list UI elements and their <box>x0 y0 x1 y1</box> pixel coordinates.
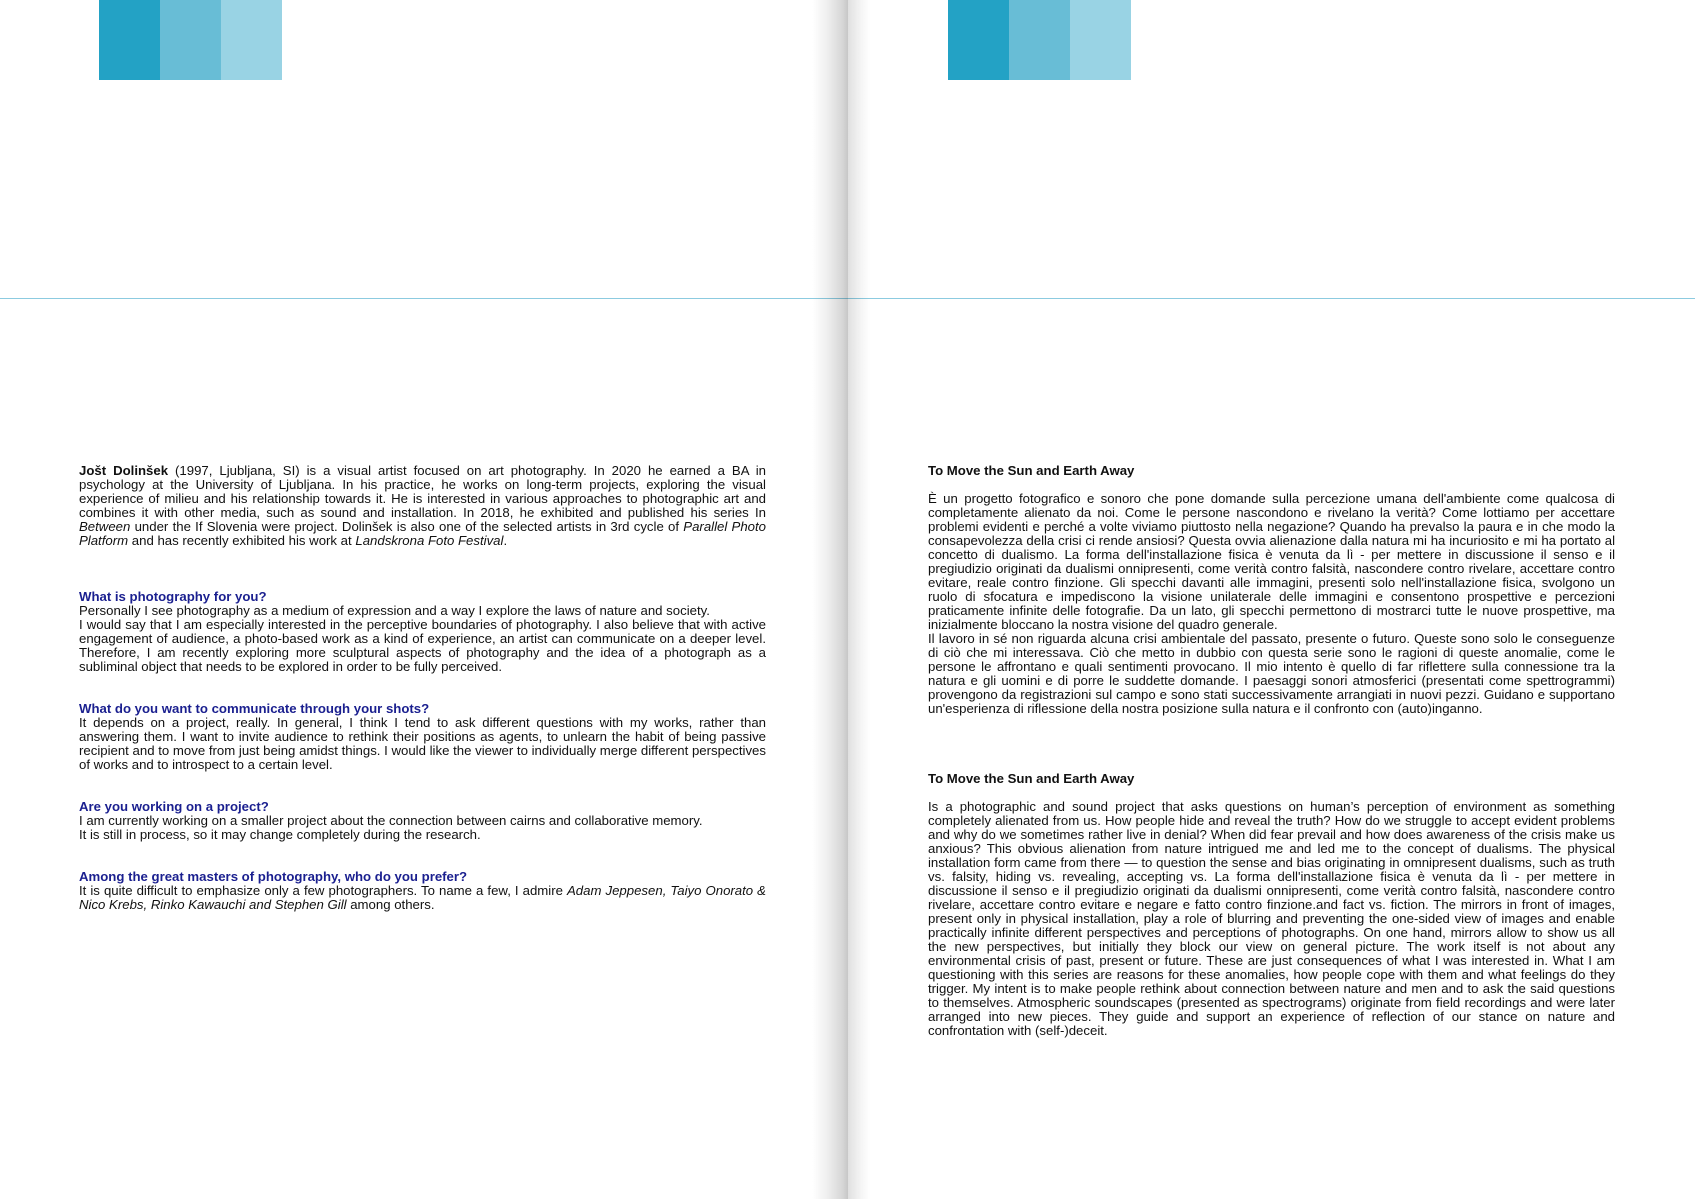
interview-answer: It depends on a project, really. In general, I think I tend to ask different questions with my works, rather than answering them. I want to invite audience to rethink their positions as agents, to unlearn the habit of being passive recipient and to move from just being amidst things. I would like the viewer to individually merge different perspectives of works and to introspect to a certain level. <box>79 715 766 772</box>
swatch-light <box>221 0 282 80</box>
interview-question: Among the great masters of photography, who do you prefer? <box>79 869 468 884</box>
qa-section <box>79 590 766 674</box>
swatch-light <box>1070 0 1131 80</box>
interview-question: Are you working on a project? <box>79 799 269 814</box>
qa-section <box>79 870 766 912</box>
project-text-english: Is a photographic and sound project that asks questions on human’s perception of environment as something completely alienated from us. How people hide and reveal the truth? How do we struggle to accept evident problems and why do we sometimes rather live in denial? When did fear prevail and how does awareness of the crisis make us anxious? This obvious alienation from nature intrigued me and led me to the concept of dualisms. The physical installation form came from there — to question the sense and bias originating in omnipresent dualisms, such as truth vs. falsity, hiding vs. revealing, accepting vs. La forma dell'installazione fisica è venuta da lì - per mettere in discussione il senso e il pregiudizio originati da dualismi onnipresenti, come verità contro falsità, nascondere contro rivelare, accettare contro evitare e negare e fatto contro finzione.and fact vs. fiction. The mirrors in front of images, present only in physical installation, play a role of blurring and preventing the one-sided view of images and enable practically infinite different perspectives and perceptions of photographs. On one hand, mirrors allow to show us all the new perspectives, but initially they block our view on general picture. The work itself is not about any environmental crisis of past, present or future. These are just consequences of what I was interested in. What I am questioning with this series are reasons for these anomalies, how people cope with them and what feelings do they trigger. My intent is to make people rethink about connection between nature and men and to ask the said questions to themselves. Atmospheric soundscapes (presented as spectrograms) originate from field recordings and were later arranged into new pieces. They guide and support an experience of reflection of our stance on nature and confrontation with (self-)deceit. <box>928 799 1615 1038</box>
left-text-column <box>79 464 766 912</box>
swatch-dark <box>948 0 1009 80</box>
interview-answer: I am currently working on a smaller project about the connection between cairns and collaborative memory. <box>79 813 703 828</box>
artist-name: Jošt Dolinšek <box>79 463 169 478</box>
interview-question: What is photography for you? <box>79 589 267 604</box>
interview-answer: It is quite difficult to emphasize only a few photographers. To name a few, I admire Adam Jeppesen, Taiyo Onorato & Nico Krebs, Rinko Kawauchi and Stephen Gill among others. <box>79 883 766 912</box>
book-gutter-shadow <box>812 0 848 1199</box>
color-swatches-right <box>948 0 1131 80</box>
interview-answer: I would say that I am especially interested in the perceptive boundaries of photography. I also believe that with active engagement of audience, a photo-based work as a kind of experience, an artist can communicate on a deeper level. Therefore, I am recently exploring more sculptural aspects of photography and the idea of a photograph as a subliminal object that needs to be explored in order to be fully perceived. <box>79 617 766 674</box>
qa-section <box>79 800 766 842</box>
right-text-column <box>928 464 1615 1038</box>
interview-question: What do you want to communicate through your shots? <box>79 701 430 716</box>
project-title-italian: To Move the Sun and Earth Away <box>928 463 1135 478</box>
project-title-english: To Move the Sun and Earth Away <box>928 771 1135 786</box>
swatch-dark <box>99 0 160 80</box>
swatch-medium <box>1009 0 1070 80</box>
project-text-italian: È un progetto fotografico e sonoro che pone domande sulla percezione umana dell'ambiente come qualcosa di completamente alienato da noi. Come le persone nascondono e rivelano la verità? Come lottiamo per accettare problemi evidenti e perché a volte viviamo piuttosto nella negazione? Quando ha prevalso la paura e in che modo la consapevolezza della crisi ci rende ansiosi? Questa ovvia alienazione dalla natura mi ha incuriosito e mi ha portato al concetto di dualismo. La forma dell'installazione fisica è venuta da lì - per mettere in discussione il senso e il pregiudizio originati da dualismi onnipresenti, come verità contro falsità, nascondere contro rivelare, accettare contro evitare, reale contro finzione. Gli specchi davanti alle immagini, presenti solo nell'installazione fisica, svolgono un ruolo di sfocatura e impediscono la visione unilaterale delle immagini e consentono prospettive e percezioni praticamente infinite delle fotografie. Da un lato, gli specchi permettono di mostrarci tutte le nuove prospettive, ma inizialmente bloccano la nostra visione del quadro generale. <box>928 491 1615 632</box>
swatch-medium <box>160 0 221 80</box>
color-swatches-left <box>99 0 282 80</box>
left-page <box>0 0 847 1199</box>
project-text-italian: Il lavoro in sé non riguarda alcuna crisi ambientale del passato, presente o futuro. Queste sono solo le conseguenze di ciò che mi interessava. Ciò che metto in dubbio con questa serie sono le ragioni di queste anomalie, come le persone le affrontano e quali sentimenti provocano. Il mio intento è quello di far riflettere sulla connessione tra la natura e gli uomini e di porre le suddette domande. I paesaggi sonori atmosferici (presentati come spettrogrammi) provengono da registrazioni sul campo e sono stati successivamente arrangiati in nuovi pezzi. Guidano e supportano un'esperienza di riflessione della nostra posizione sulla natura e il confronto con (auto)inganno. <box>928 631 1615 716</box>
artist-bio: Jošt Dolinšek (1997, Ljubljana, SI) is a visual artist focused on art photography. In 2020 he earned a BA in psychology at the University of Ljubljana. In his practice, he works on long-term projects, exploring the visual experience of milieu and his relationship towards it. He is interested in various approaches to photographic art and combines it with other media, such as sound and installation. In 2018, he exhibited and published his series In Between under the If Slovenia were project. Dolinšek is also one of the selected artists in 3rd cycle of Parallel Photo Platform and has recently exhibited his work at Landskrona Foto Festival. <box>79 463 766 548</box>
right-page <box>848 0 1695 1199</box>
interview-answer: It is still in process, so it may change completely during the research. <box>79 827 481 842</box>
interview-answer: Personally I see photography as a medium of expression and a way I explore the laws of nature and society. <box>79 603 710 618</box>
book-gutter-shadow-right <box>848 0 870 1199</box>
qa-section <box>79 702 766 772</box>
